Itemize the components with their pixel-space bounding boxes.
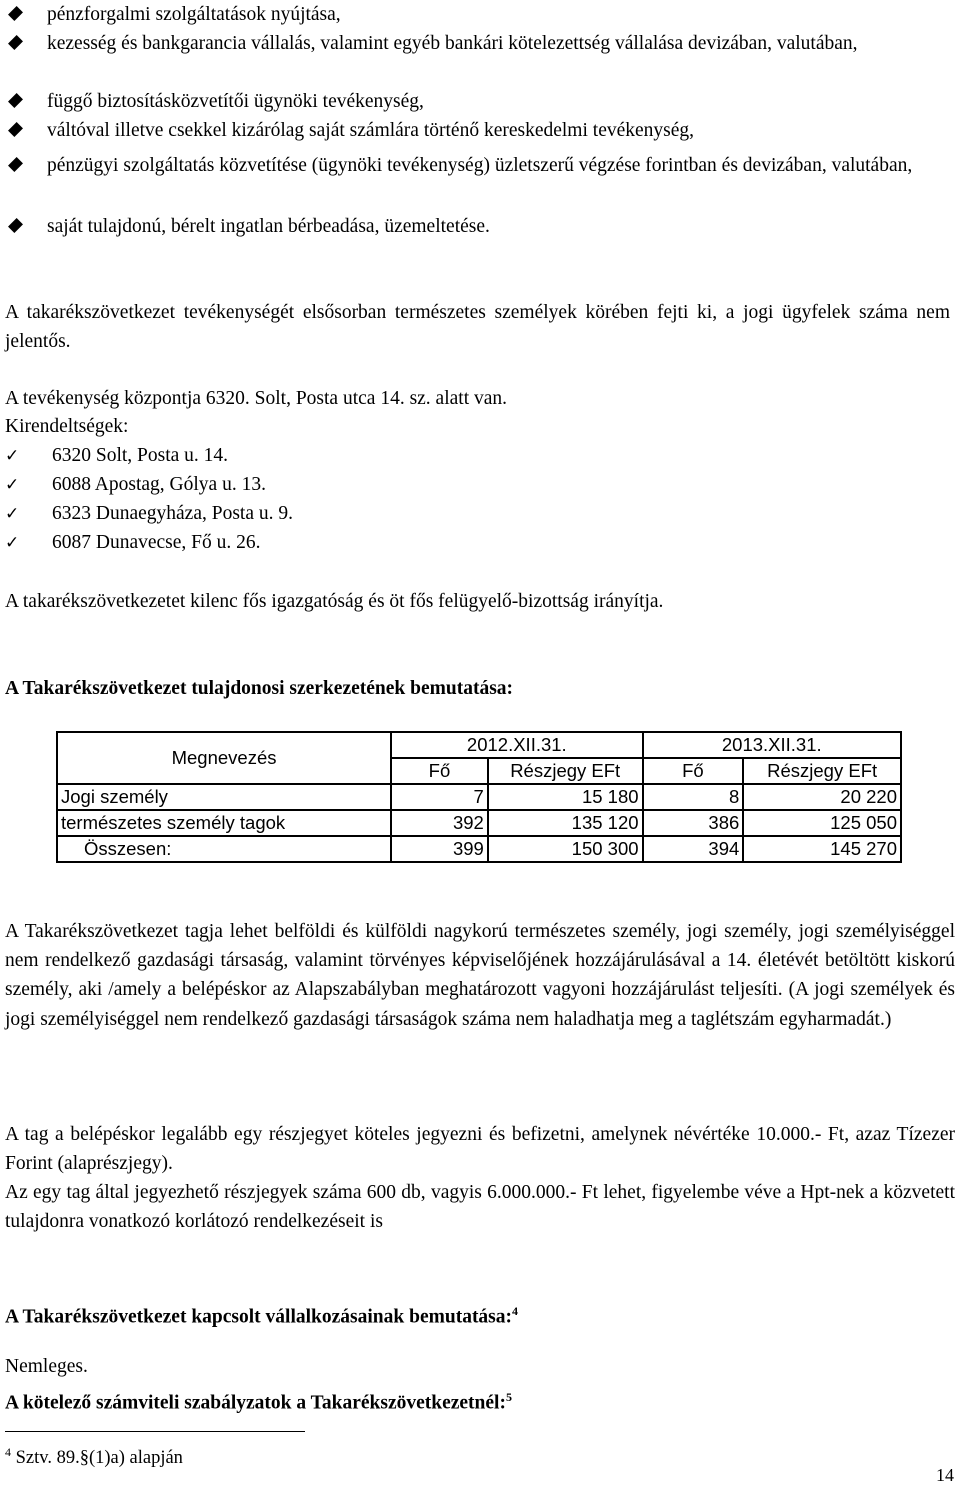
fo-2012-cell: 392 — [391, 810, 488, 836]
footnote-ref[interactable]: 4 — [512, 1304, 519, 1318]
footnote-number: 4 — [5, 1445, 11, 1459]
footnote: $^4$ Sztv. 89.§(1)a) alapján — [5, 1445, 183, 1469]
fo-2013-cell: 394 — [643, 836, 744, 862]
fo-2013-cell: 386 — [643, 810, 744, 836]
checkmark-icon: ✓ — [5, 446, 20, 466]
share-2013-cell: 20 220 — [743, 784, 901, 810]
share-2012-cell: 150 300 — [488, 836, 643, 862]
membership-paragraph: A Takarékszövetkezet tagja lehet belföldi és külföldi nagykorú természetes személy, jogi személy, jogi személyiséggel nem rendelkező gazdasági társaság, valamint törvényes képviselőjének hozzájárulásával a 14. életévét betöltött kiskorú személy, aki /amely a belépéskor az Alapszabályban meghatározott vagyoni hozzájárulást teljesíti. (A jogi személyek és jogi személyiséggel nem rendelkező gazdasági társaságok száma nem haladhatja meg a taglétszám egyharmadát.) — [5, 921, 955, 1030]
row-name: Jogi személy — [57, 784, 391, 810]
footnote-ref[interactable]: 5 — [505, 1390, 512, 1404]
year-2013-header: 2013.XII.31. — [643, 732, 901, 758]
share-header: Részjegy EFt — [743, 758, 901, 784]
diamond-bullet-icon — [8, 218, 23, 233]
row-name: Összesen: — [57, 836, 391, 862]
table-header-row — [57, 732, 901, 758]
ownership-table — [56, 731, 902, 863]
list-item: ✓ 6088 Apostag, Gólya u. 13. — [5, 470, 266, 500]
list-item: ✓ 6323 Dunaegyháza, Posta u. 9. — [5, 499, 293, 529]
list-item: ✓ 6320 Solt, Posta u. 14. — [5, 441, 228, 471]
list-item: függő biztosításközvetítői ügynöki tevékenység, — [0, 87, 947, 116]
share-2012-cell: 135 120 — [488, 810, 643, 836]
row-name: természetes személy tagok — [57, 810, 391, 836]
table-row — [57, 784, 901, 810]
list-item: pénzügyi szolgáltatás közvetítése (ügynöki tevékenység) üzletszerű végzése forintban és devizában, valutában, — [0, 151, 955, 180]
share-paragraph: A tag a belépéskor legalább egy részjegyet köteles jegyezni és befizetni, amelynek névértéke 10.000.- Ft, azaz Tízezer Forint (alaprészjegy). — [5, 1124, 955, 1175]
fo-2012-cell: 7 — [391, 784, 488, 810]
diamond-bullet-icon — [8, 6, 23, 21]
related-companies-value: Nemleges. — [5, 1356, 88, 1377]
headquarters-line: A tevékenység központja 6320. Solt, Posta utca 14. sz. alatt van. — [5, 388, 508, 409]
checkmark-icon: ✓ — [5, 504, 20, 524]
list-item: váltóval illetve csekkel kizárólag saját számlára történő kereskedelmi tevékenység, — [0, 116, 947, 145]
ownership-heading: A Takarékszövetkezet tulajdonosi szerkezetének bemutatása: — [5, 678, 514, 699]
checkmark-icon: ✓ — [5, 475, 20, 495]
list-item: pénzforgalmi szolgáltatások nyújtása, — [0, 0, 947, 29]
list-item: ✓ 6087 Dunavecse, Fő u. 26. — [5, 528, 261, 558]
share-2013-cell: 125 050 — [743, 810, 901, 836]
table-row — [57, 810, 901, 836]
share-2013-cell: 145 270 — [743, 836, 901, 862]
branches-label: Kirendeltségek: — [5, 416, 129, 437]
diamond-bullet-icon — [8, 93, 23, 108]
list-item: kezesség és bankgarancia vállalás, valamint egyéb bankári kötelezettség vállalása devizában, valutában, — [0, 29, 955, 58]
page-number: 14 — [936, 1465, 954, 1485]
limit-paragraph: Az egy tag által jegyezhető részjegyek száma 600 db, vagyis 6.000.000.- Ft lehet, figyelembe véve a Hpt-nek a közvetett tulajdonra vonatkozó korlátozó rendelkezéseit is — [5, 1182, 955, 1233]
diamond-bullet-icon — [8, 122, 23, 137]
fo-2013-cell: 8 — [643, 784, 744, 810]
diamond-bullet-icon — [8, 157, 23, 172]
footnote-divider — [5, 1431, 305, 1432]
fo-header: Fő — [391, 758, 488, 784]
governance-line: A takarékszövetkezetet kilenc fős igazgatóság és öt fős felügyelő-bizottság irányítja. — [5, 591, 664, 612]
activity-paragraph: A takarékszövetkezet tevékenységét elsősorban természetes személyek körében fejti ki, a jogi ügyfelek száma nem jelentős. — [5, 302, 950, 353]
share-header: Részjegy EFt — [488, 758, 643, 784]
related-companies-heading: A Takarékszövetkezet kapcsolt vállalkozásainak bemutatása:$^4$ — [5, 1304, 519, 1328]
fo-header: Fő — [643, 758, 744, 784]
share-2012-cell: 15 180 — [488, 784, 643, 810]
table-row — [57, 836, 901, 862]
fo-2012-cell: 399 — [391, 836, 488, 862]
name-header: Megnevezés — [57, 732, 391, 784]
year-2012-header: 2012.XII.31. — [391, 732, 642, 758]
list-item: saját tulajdonú, bérelt ingatlan bérbeadása, üzemeltetése. — [0, 212, 947, 241]
accounting-heading: A kötelező számviteli szabályzatok a Takarékszövetkezetnél:$^5$ — [5, 1390, 512, 1414]
diamond-bullet-icon — [8, 35, 23, 50]
checkmark-icon: ✓ — [5, 533, 20, 553]
